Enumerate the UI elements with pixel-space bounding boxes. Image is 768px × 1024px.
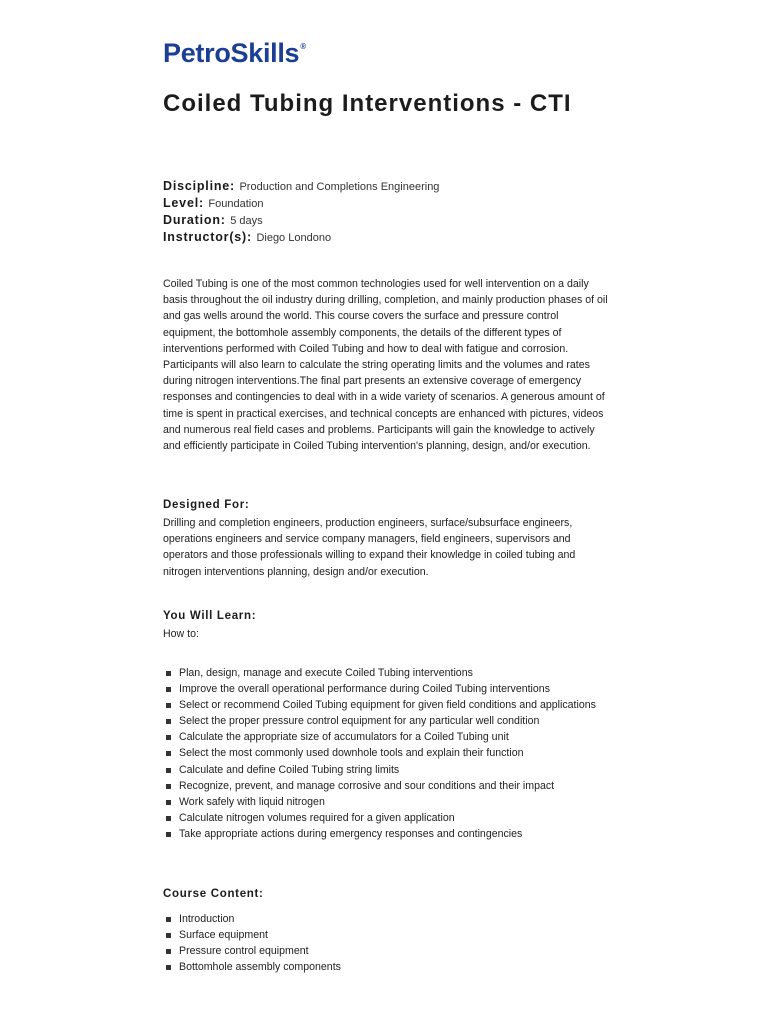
meta-key: Discipline: xyxy=(163,179,236,193)
meta-key: Duration: xyxy=(163,213,226,227)
list-item: Recognize, prevent, and manage corrosive and sour conditions and their impact xyxy=(163,778,613,794)
meta-value: Production and Completions Engineering xyxy=(239,181,440,193)
course-content-list xyxy=(163,911,613,975)
meta-duration xyxy=(163,211,623,228)
meta-level xyxy=(163,194,623,211)
list-item: Select the most commonly used downhole tools and explain their function xyxy=(163,745,613,761)
meta-discipline xyxy=(163,177,623,194)
meta-value: 5 days xyxy=(230,215,263,227)
list-item: Calculate and define Coiled Tubing string limits xyxy=(163,762,613,778)
meta-value: Foundation xyxy=(208,198,264,210)
learning-objectives-list xyxy=(163,665,613,842)
list-item: Surface equipment xyxy=(163,927,613,943)
logo-text: PetroSkills xyxy=(163,38,300,68)
list-item: Select the proper pressure control equipment for any particular well condition xyxy=(163,713,613,729)
registered-mark: ® xyxy=(300,42,306,51)
list-item: Introduction xyxy=(163,911,613,927)
designed-for-heading: Designed For: xyxy=(163,499,250,511)
course-description: Coiled Tubing is one of the most common technologies used for well intervention on a daily basis throughout the oil industry during drilling, completion, and mainly production phases of oil and gas wells around the world. This course covers the surface and pressure control equipment, the bottomhole assembly components, the details of the different types of interventions performed with Coiled Tubing and how to deal with fatigue and corrosion. Participants will also learn to calculate the string operating limits and the volumes and rates during nitrogen interventions.The final part presents an extensive coverage of emergency responses and contingencies to deal with in a wide variety of scenarios. A generous amount of time is spent in practical exercises, and technical concepts are enhanced with pictures, videos and numerous real field cases and problems. Participants will gain the knowledge to actively and efficiently participate in Coiled Tubing intervention's planning, design, and/or execution. xyxy=(163,278,608,453)
course-content-heading: Course Content: xyxy=(163,888,264,900)
meta-key: Level: xyxy=(163,196,204,210)
meta-key: Instructor(s): xyxy=(163,230,252,244)
list-item: Take appropriate actions during emergency responses and contingencies xyxy=(163,826,613,842)
list-item: Work safely with liquid nitrogen xyxy=(163,794,613,810)
list-item: Pressure control equipment xyxy=(163,943,613,959)
designed-for-text: Drilling and completion engineers, production engineers, surface/subsurface engineers, operations engineers and service company managers, field engineers, supervisors and operators and those professionals willing to expand their knowledge in coiled tubing and nitrogen interventions planning, design and/or execution. xyxy=(163,517,576,578)
page-title: Coiled Tubing Interventions - CTI xyxy=(163,90,572,117)
meta-value: Diego Londono xyxy=(256,232,332,244)
list-item: Bottomhole assembly components xyxy=(163,959,613,975)
meta-instructor xyxy=(163,228,623,245)
list-item: Plan, design, manage and execute Coiled Tubing interventions xyxy=(163,665,613,681)
petroskills-logo xyxy=(163,38,306,69)
list-item: Select or recommend Coiled Tubing equipment for given field conditions and applications xyxy=(163,697,613,713)
list-item: Calculate the appropriate size of accumulators for a Coiled Tubing unit xyxy=(163,729,613,745)
you-will-learn-intro: How to: xyxy=(163,628,199,640)
you-will-learn-heading: You Will Learn: xyxy=(163,610,257,622)
list-item: Improve the overall operational performance during Coiled Tubing interventions xyxy=(163,681,613,697)
course-meta xyxy=(163,177,623,245)
list-item: Calculate nitrogen volumes required for a given application xyxy=(163,810,613,826)
